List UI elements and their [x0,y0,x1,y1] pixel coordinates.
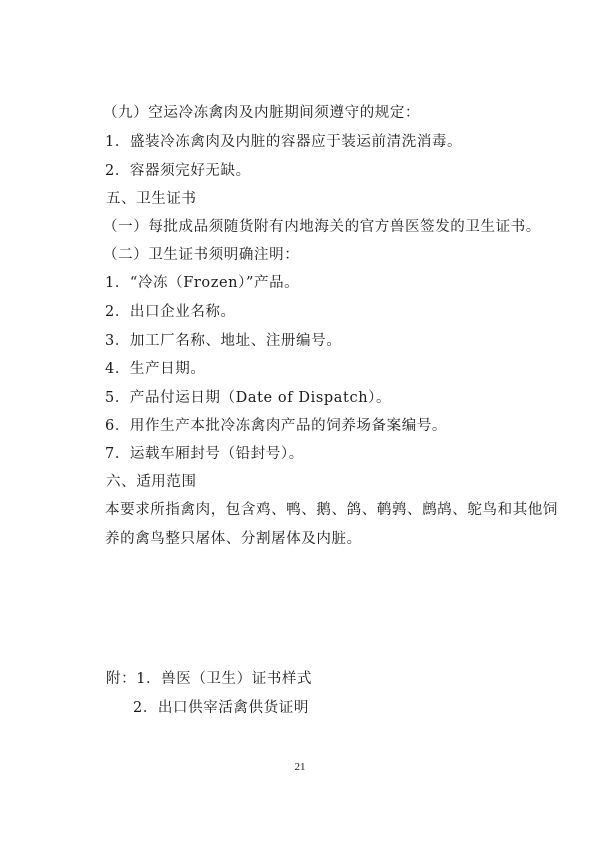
text-line-scope-definition: 本要求所指禽肉，包含鸡、鸭、鹅、鸽、鹌鹑、鹧鸪、鸵鸟和其他饲 [105,502,558,518]
text-line-scope-continuation: 养的禽鸟整只屠体、分割屠体及内脏。 [105,531,362,547]
section-heading-scope: 六、适用范围 [106,474,197,490]
text-line-certificate-requirement: （一）每批成品须随货附有内地海关的官方兽医签发的卫生证书。 [103,219,541,235]
appendix-item-supply-certificate: 2．出口供宰活禽供货证明 [133,700,309,716]
text-line-inspection-rules: （九）空运冷冻禽肉及内脏期间须遵守的规定： [103,105,421,121]
text-line-certificate-contents: （二）卫生证书须明确注明： [103,247,300,263]
text-line-production-date: 4．生产日期。 [105,361,206,377]
text-line-container-intact: 2．容器须完好无缺。 [105,163,251,179]
text-line-frozen-product: 1．“冷冻（Frozen）”产品。 [105,275,300,291]
text-line-seal-number: 7．运载车厢封号（铅封号）。 [105,446,304,462]
appendix-item-certificate-template: 附：1．兽医（卫生）证书样式 [106,671,313,687]
page-number: 21 [294,761,306,773]
text-line-farm-registration: 6．用作生产本批冷冻禽肉产品的饲养场备案编号。 [105,418,448,434]
text-line-container-disinfection: 1．盛装冷冻禽肉及内脏的容器应于装运前清洗消毒。 [105,134,463,150]
text-line-plant-info: 3．加工厂名称、地址、注册编号。 [105,333,342,349]
section-heading-health-certificate: 五、卫生证书 [106,191,197,207]
text-line-dispatch-date: 5．产品付运日期（Date of Dispatch）。 [105,390,392,406]
text-line-exporter-name: 2．出口企业名称。 [105,304,236,320]
